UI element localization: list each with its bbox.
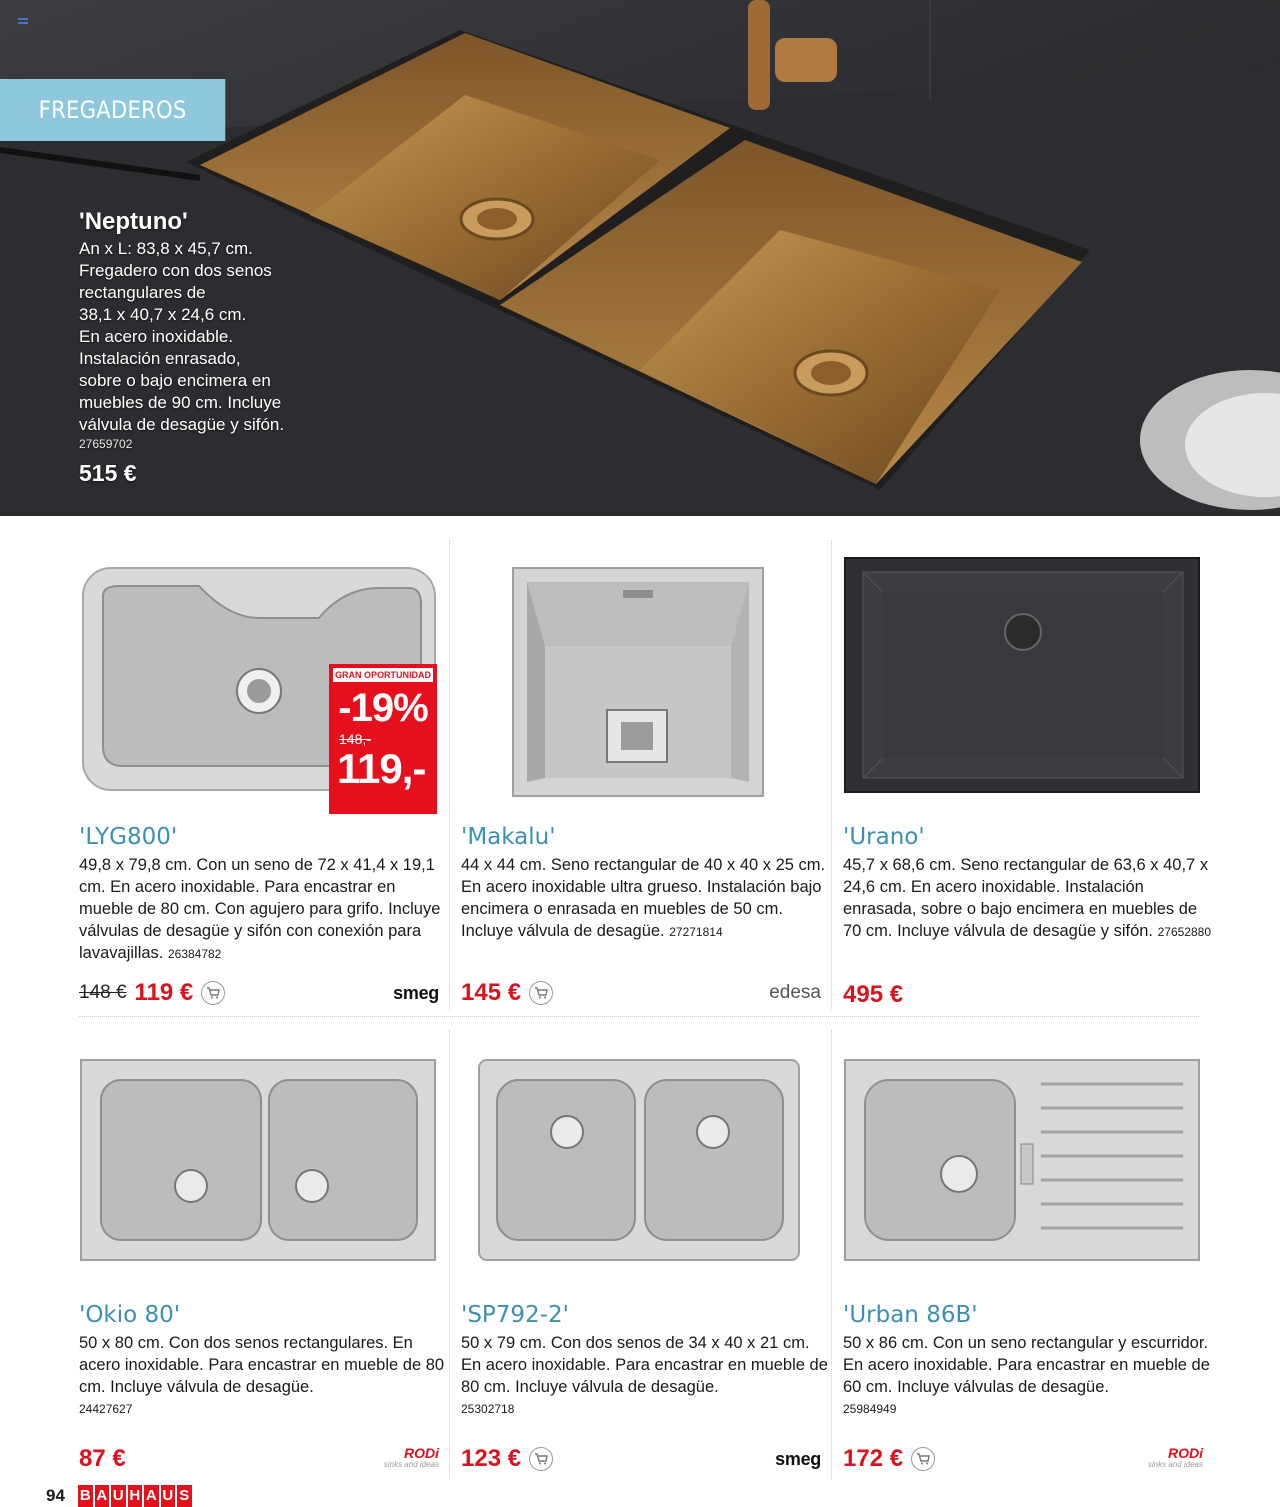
product-price: 172 € [843,1445,904,1472]
cart-icon[interactable] [201,981,225,1005]
product-description-text: 50 x 86 cm. Con un seno rectangular y escurridor. En acero inoxidable. Para encastrar en mueble de 60 cm. Incluye válvulas de desagüe. [843,1334,1210,1396]
brand-logo-smeg: smeg [393,982,439,1003]
section-title-tab: FREGADEROS [0,79,225,141]
logo-letter: U [111,1485,126,1507]
product-description-text: 50 x 79 cm. Con dos senos de 34 x 40 x 21 cm. En acero inoxidable. Para encastrar en mueble de 80 cm. Incluye válvula de desagüe. [461,1334,828,1396]
price-row [79,978,439,1008]
cart-icon[interactable] [529,981,553,1005]
product-price: 119 € [134,979,194,1006]
product-description [843,854,1213,943]
logo-letter: H [128,1485,143,1507]
hero-desc-line: válvula de desagüe y sifón. [79,415,285,434]
logo-letter: U [161,1485,176,1507]
hero-desc-line: Fregadero con dos senos [79,261,272,280]
logo-letter: A [144,1485,159,1507]
product-code: 25302718 [461,1402,515,1416]
badge-label: GRAN OPORTUNIDAD [335,670,431,680]
product-description-text: 50 x 80 cm. Con dos senos rectangulares. En acero inoxidable. Para encastrar en mueble de 80 cm. Incluye válvula de desagüe. [79,1334,445,1396]
old-price: 148 € [79,982,127,1003]
hero-product-info [79,208,319,487]
product-card-makalu[interactable] [461,556,826,1016]
makalu-sink-image [461,556,821,812]
product-name: 'LYG800' [79,824,178,850]
product-card-okio-80[interactable] [79,1034,445,1484]
price-row [461,1444,821,1474]
product-price: 87 € [79,1445,126,1472]
product-price: 495 € [843,981,904,1008]
badge-old-price: 148,- [339,731,371,747]
product-code: 24427627 [79,1402,133,1416]
product-code: 27271814 [669,925,723,939]
sp792-2-sink-image [461,1034,821,1290]
hero-product-name: 'Neptuno' [79,208,188,235]
product-description-text: 44 x 44 cm. Seno rectangular de 40 x 40 x 25 cm. En acero inoxidable ultra grueso. Instalación bajo encimera o enrasada en muebles de 50 cm. Incluye válvula de desagüe. [461,856,826,940]
product-card-urban-86b[interactable] [843,1034,1210,1484]
price-row [461,978,821,1008]
hero-desc-line: 38,1 x 40,7 x 24,6 cm. [79,305,247,324]
grid-divider [449,1030,450,1480]
brand-logo-rodi [1147,1445,1203,1470]
hero-product-description [79,238,319,436]
product-card-sp792-2[interactable] [461,1034,828,1484]
product-description [79,854,449,965]
brand-logo-smeg: smeg [775,1448,821,1469]
badge-new-price: 119,- [337,745,426,792]
product-code: 27652880 [1157,925,1211,939]
page-number: 94 [46,1486,65,1505]
hero-product-code: 27659702 [79,437,133,451]
urban-86b-sink-image [843,1034,1203,1290]
product-code: 25984949 [843,1402,897,1416]
brand-name: RODi [404,1445,439,1461]
hero-banner [0,0,1280,516]
product-name: 'Okio 80' [79,1302,181,1328]
grid-divider [831,540,832,1010]
bauhaus-logo [78,1485,192,1507]
hero-desc-line: Instalación enrasado, [79,349,241,368]
brand-logo-rodi [383,1445,439,1470]
hero-desc-line: rectangulares de [79,283,206,302]
product-name: 'Urban 86B' [843,1302,978,1328]
okio-80-sink-image [79,1034,439,1290]
product-description [79,1332,449,1420]
hero-desc-line: En acero inoxidable. [79,327,234,346]
logo-letter: B [78,1485,93,1507]
badge-discount: -19% [338,686,428,730]
product-name: 'SP792-2' [461,1302,569,1328]
grid-divider [79,1016,1199,1017]
cart-icon[interactable] [911,1447,935,1471]
product-description [461,1332,831,1420]
cart-icon[interactable] [529,1447,553,1471]
logo-letter: S [177,1485,192,1507]
price-row [843,980,1203,1010]
hero-desc-line: An x L: 83,8 x 45,7 cm. [79,239,253,258]
product-description-text: 49,8 x 79,8 cm. Con un seno de 72 x 41,4 x 19,1 cm. En acero inoxidable. Para encastrar en mueble de 80 cm. Con agujero para grifo. Incluye válvulas de desagüe y sifón con conexión para lavavajillas. [79,856,441,962]
grid-divider [831,1030,832,1480]
page-marker-icon [18,18,28,24]
product-name: 'Makalu' [461,824,556,850]
product-code: 26384782 [167,947,222,961]
price-row [843,1444,1203,1474]
product-description-text: 45,7 x 68,6 cm. Seno rectangular de 63,6 x 40,7 x 24,6 cm. En acero inoxidable. Instalación enrasada, sobre o bajo encimera en muebles de 70 cm. Incluye válvula de desagüe y sifón. [843,856,1209,940]
product-price: 123 € [461,1445,522,1472]
hero-desc-line: sobre o bajo encimera en [79,371,271,390]
product-card-urano[interactable] [843,556,1211,1016]
price-row [79,1444,439,1474]
urano-sink-image [843,556,1203,812]
product-price: 145 € [461,979,522,1006]
product-description [461,854,831,943]
hero-desc-line: muebles de 90 cm. Incluye [79,393,282,412]
discount-badge [329,664,437,814]
logo-letter: A [95,1485,110,1507]
brand-tagline: sinks and ideas [1147,1460,1203,1469]
brand-logo-edesa: edesa [769,982,821,1003]
product-name: 'Urano' [843,824,925,850]
hero-product-price: 515 € [79,460,137,486]
product-description [843,1332,1213,1420]
brand-tagline: sinks and ideas [383,1460,439,1469]
brand-name: RODi [1168,1445,1203,1461]
grid-divider [449,540,450,1010]
